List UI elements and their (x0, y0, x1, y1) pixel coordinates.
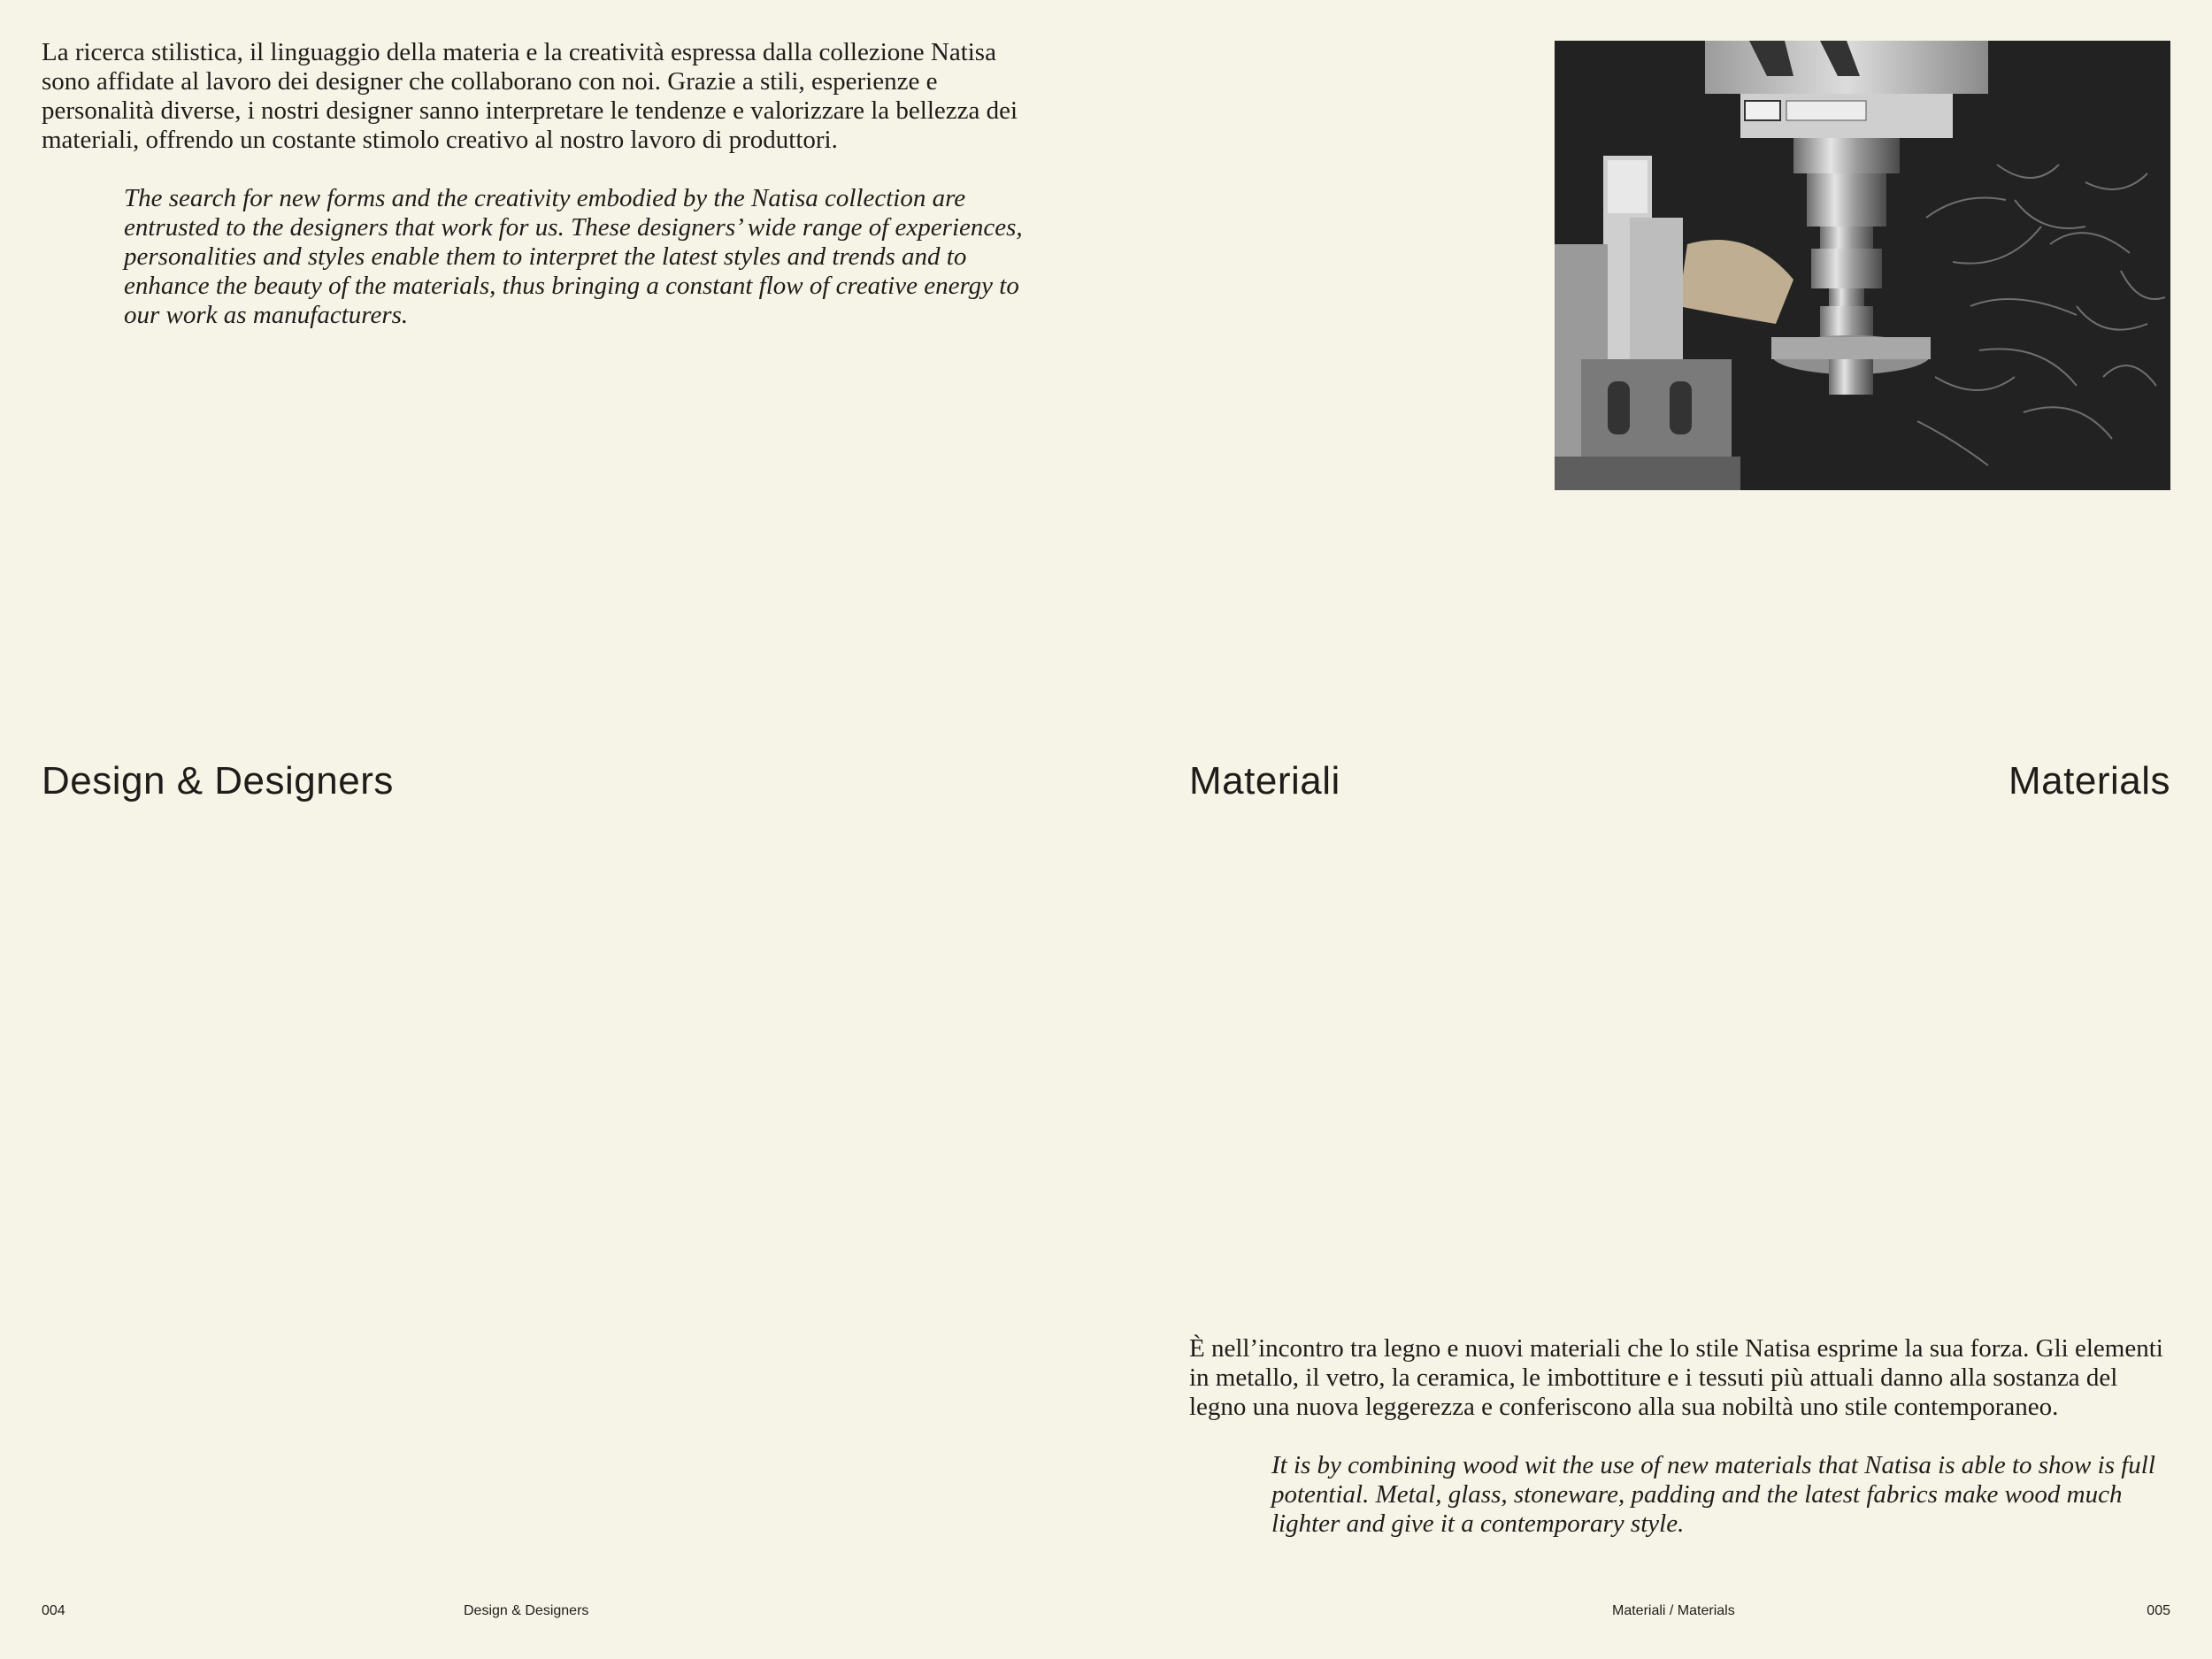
machining-photo (1555, 41, 2170, 490)
right-page-number: 005 (2147, 1603, 2170, 1618)
section-heading-materiali: Materiali (1189, 759, 1340, 803)
left-paragraph-italian: La ricerca stilistica, il linguaggio della materia e la creatività espressa dalla collezione Natisa sono affidate al lavoro dei designer che collaborano con noi. Grazie a stili, esperienze e personalità diverse, i nostri designer sanno interpretare le tendenze e valorizzare la bellezza dei materiali, offrendo un costante stimolo creativo al nostro lavoro di produttori. (42, 38, 1018, 154)
left-paragraph-english: The search for new forms and the creativity embodied by the Natisa collection are entrusted to the designers that work for us. These designers’ wide range of experiences, personalities and styles enable them to interpret the latest styles and trends and to enhance the beauty of the materials, thus bringing a constant flow of creative energy to our work as manufacturers. (124, 184, 1023, 329)
left-body-text (42, 38, 1024, 330)
left-running-title: Design & Designers (464, 1603, 589, 1618)
right-body-text (1189, 1334, 2171, 1539)
right-running-title: Materiali / Materials (1612, 1603, 1735, 1618)
right-paragraph-italian: È nell’incontro tra legno e nuovi materiali che lo stile Natisa esprime la sua forza. Gli elementi in metallo, il vetro, la ceramica, le imbottiture e i tessuti più attuali danno alla sostanza del legno una nuova leggerezza e conferiscono alla sua nobiltà uno stile contemporaneo. (1189, 1334, 2163, 1421)
section-heading-design: Design & Designers (42, 759, 394, 803)
milling-machine-image (1555, 41, 2170, 490)
left-page-number: 004 (42, 1603, 65, 1618)
section-heading-materials: Materials (2008, 759, 2170, 803)
right-paragraph-english: It is by combining wood wit the use of new materials that Natisa is able to show is full potential. Metal, glass, stoneware, padding and the latest fabrics make wood much lighter and give it a contemporary style. (1271, 1451, 2155, 1538)
